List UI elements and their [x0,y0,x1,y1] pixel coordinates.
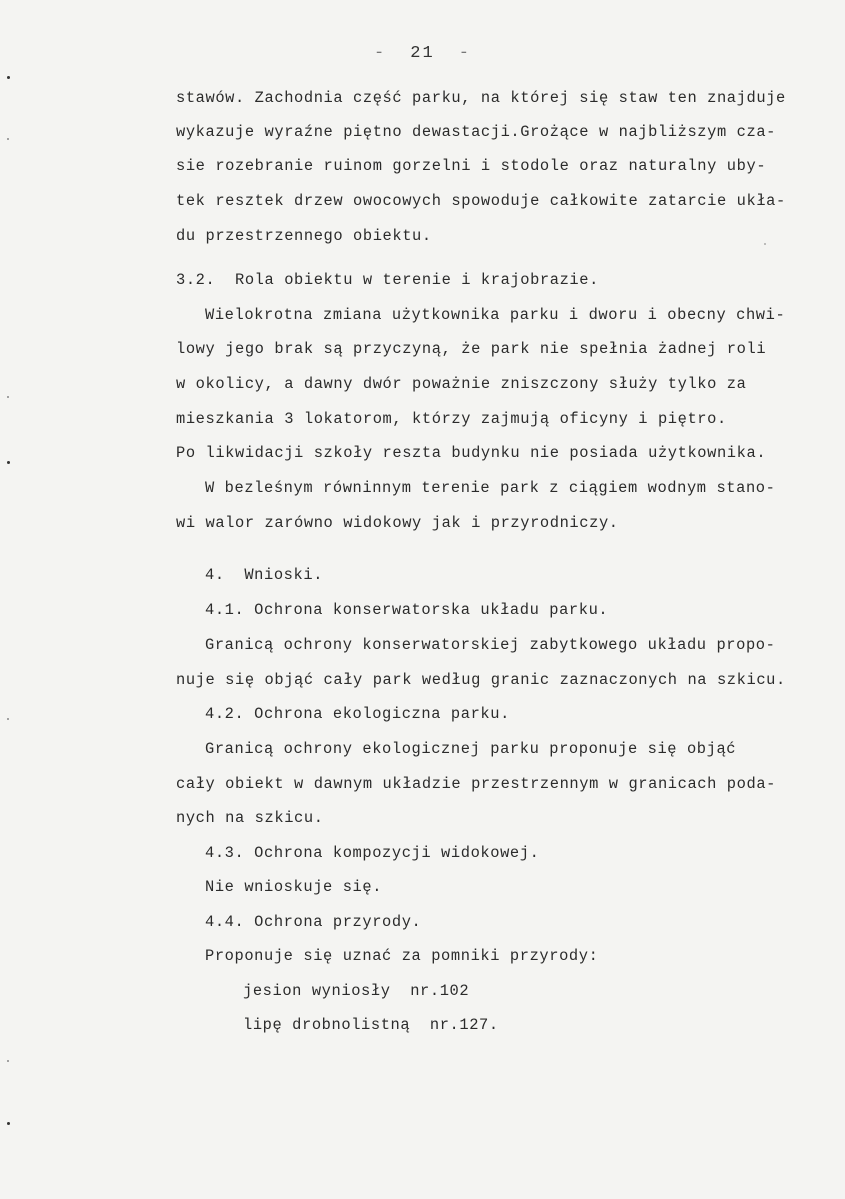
section-heading: 4. Wnioski. [205,566,324,584]
text-line: Proponuje się uznać za pomniki przyrody: [205,947,599,965]
margin-dot [7,396,9,398]
subsection-heading: 4.4. Ochrona przyrody. [205,913,422,931]
subsection-heading: 4.1. Ochrona konserwatorska układu parku. [205,601,609,619]
subsection-heading: 4.3. Ochrona kompozycji widokowej. [205,844,540,862]
margin-dot [7,138,9,140]
section-heading: 3.2. Rola obiektu w terenie i krajobrazie. [176,271,599,289]
subsection-heading: 4.2. Ochrona ekologiczna parku. [205,705,510,723]
right-dash: - [458,44,471,63]
text-line: w okolicy, a dawny dwór poważnie zniszczony służy tylko za [176,375,747,393]
margin-dot [7,718,9,720]
text-line: tek resztek drzew owocowych spowoduje całkowite zatarcie ukła- [176,192,786,210]
text-line: cały obiekt w dawnym układzie przestrzennym w granicach poda- [176,775,776,793]
text-line: stawów. Zachodnia część parku, na której się staw ten znajduje [176,89,786,107]
margin-dot [7,1060,9,1062]
text-line: wi walor zarówno widokowy jak i przyrodniczy. [176,514,619,532]
text-line: du przestrzennego obiektu. [176,227,432,245]
margin-dot [7,461,10,464]
left-dash: - [373,44,387,63]
text-line: wykazuje wyraźne piętno dewastacji.Grożące w najbliższym cza- [176,123,776,141]
paper-speck [764,243,766,245]
text-line: Wielokrotna zmiana użytkownika parku i dworu i obecny chwi- [205,306,786,324]
text-line: W bezleśnym równinnym terenie park z ciągiem wodnym stano- [205,479,776,497]
page-number-header [0,44,845,63]
text-line: sie rozebranie ruinom gorzelni i stodole oraz naturalny uby- [176,157,767,175]
text-line: nuje się objąć cały park według granic zaznaczonych na szkicu. [176,671,786,689]
margin-dot [7,1122,10,1125]
list-item: jesion wyniosły nr.102 [243,982,470,1000]
list-item: lipę drobnolistną nr.127. [243,1016,499,1034]
text-line: nych na szkicu. [176,809,324,827]
margin-dot [7,76,10,79]
text-line: Granicą ochrony ekologicznej parku proponuje się objąć [205,740,737,758]
text-line: lowy jego brak są przyczyną, że park nie spełnia żadnej roli [176,340,767,358]
text-line: Nie wnioskuje się. [205,878,383,896]
text-line: mieszkania 3 lokatorom, którzy zajmują oficyny i piętro. [176,410,727,428]
text-line: Po likwidacji szkoły reszta budynku nie posiada użytkownika. [176,444,767,462]
page-number: 21 [410,44,435,63]
text-line: Granicą ochrony konserwatorskiej zabytkowego układu propo- [205,636,776,654]
